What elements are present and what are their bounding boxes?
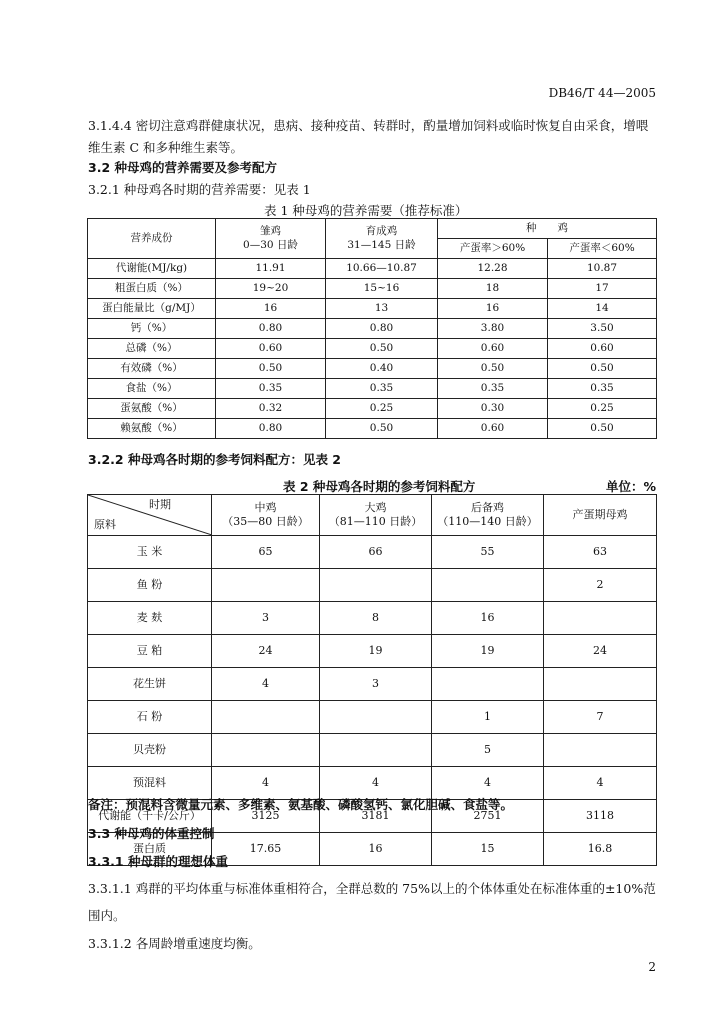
table2-col-middle-age: （35—80 日龄） [222, 515, 309, 528]
table1-cell: 0.50 [548, 359, 657, 379]
paragraph-3-3-1-1: 3.3.1.1 鸡群的平均体重与标准体重相符合，全群总数的 75%以上的个体体重处在标准体重的±10%范 [88, 881, 656, 896]
table2-cell [432, 668, 544, 701]
table1-cell: 0.32 [216, 399, 326, 419]
table2-cell: 4 [432, 767, 544, 800]
table1-cell: 0.80 [216, 419, 326, 439]
table2-cell: 3 [320, 668, 432, 701]
table2-cell [212, 701, 320, 734]
table2-cell: 3 [212, 602, 320, 635]
table2-col-large-age: （81—110 日龄） [328, 515, 423, 528]
table2-row-label: 石 粉 [88, 701, 212, 734]
table1-cell: 0.50 [326, 339, 438, 359]
table1-col-chick [216, 219, 326, 259]
table2-cell: 7 [544, 701, 657, 734]
table2-row-label: 代谢能（千卡/公斤） [88, 800, 212, 833]
table2-cell: 1 [432, 701, 544, 734]
table2-cell: 16 [320, 833, 432, 866]
table1-cell: 16 [438, 299, 548, 319]
table1-row [88, 319, 657, 339]
table1-col-grower-age: 31—145 日龄 [347, 238, 416, 251]
table1-cell: 0.50 [438, 359, 548, 379]
table1-cell: 0.35 [548, 379, 657, 399]
table1-cell: 0.80 [216, 319, 326, 339]
table2-row-label: 蛋白质 [88, 833, 212, 866]
table1-row [88, 359, 657, 379]
table1-col-chick-label: 雏鸡 [260, 225, 281, 238]
table1-col-grower [326, 219, 438, 259]
table2-cell: 63 [544, 536, 657, 569]
table1-row-label: 有效磷（%） [88, 359, 216, 379]
table1-header-row [88, 219, 657, 239]
table2-corner-cell [88, 495, 212, 536]
table1-cell: 0.40 [326, 359, 438, 379]
table1-row-label: 粗蛋白质（%） [88, 279, 216, 299]
table1-row [88, 399, 657, 419]
table1-row [88, 379, 657, 399]
paragraph-3-1-4-4: 3.1.4.4 密切注意鸡群健康状况，患病、接种疫苗、转群时，酌量增加饲料或临时恢复自由采食，增喂 [88, 118, 649, 133]
table2-col-middle [212, 495, 320, 536]
table1-cell: 19~20 [216, 279, 326, 299]
table1-cell: 14 [548, 299, 657, 319]
table1-cell: 16 [216, 299, 326, 319]
table2-row [88, 569, 657, 602]
nutrition-requirements-table [87, 218, 657, 439]
table2-cell [544, 602, 657, 635]
table2-row [88, 635, 657, 668]
table2-row-label: 贝壳粉 [88, 734, 212, 767]
table1-body [88, 259, 657, 439]
table1-cell: 13 [326, 299, 438, 319]
table1-cell: 10.66—10.87 [326, 259, 438, 279]
paragraph-3-3-1-1-cont: 围内。 [88, 908, 126, 923]
table2-cell: 24 [212, 635, 320, 668]
table1-row-label: 蛋白能量比（g/MJ） [88, 299, 216, 319]
table1-cell: 0.35 [438, 379, 548, 399]
table1-cell: 3.80 [438, 319, 548, 339]
table1-col-breeder: 种 鸡 [438, 219, 657, 239]
table2-cell: 3181 [320, 800, 432, 833]
table1-cell: 3.50 [548, 319, 657, 339]
table2-cell: 4 [212, 767, 320, 800]
table1-row-label: 蛋氨酸（%） [88, 399, 216, 419]
table1-cell: 0.50 [326, 419, 438, 439]
table1-cell: 12.28 [438, 259, 548, 279]
table1-cell: 11.91 [216, 259, 326, 279]
table2-col-large [320, 495, 432, 536]
table2-row [88, 602, 657, 635]
table2-row [88, 536, 657, 569]
table1-col-grower-label: 育成鸡 [365, 225, 398, 238]
table1-row [88, 339, 657, 359]
paragraph-3-2-1: 3.2.1 种母鸡各时期的营养需要：见表 1 [88, 182, 311, 197]
table2-cell: 2751 [432, 800, 544, 833]
table2-cell: 8 [320, 602, 432, 635]
table2-cell: 66 [320, 536, 432, 569]
heading-3-3: 3.3 种母鸡的体重控制 [88, 826, 215, 841]
table2-row [88, 668, 657, 701]
table1-col-chick-age: 0—30 日龄 [243, 238, 298, 251]
table1-cell: 17 [548, 279, 657, 299]
table2-row-label: 鱼 粉 [88, 569, 212, 602]
table1-cell: 0.35 [326, 379, 438, 399]
table2-row-label: 麦 麸 [88, 602, 212, 635]
table2-caption: 表 2 种母鸡各时期的参考饲料配方 [283, 479, 476, 494]
table1-row-label: 总磷（%） [88, 339, 216, 359]
paragraph-3-3-1-2: 3.3.1.2 各周龄增重速度均衡。 [88, 936, 261, 951]
table1-cell: 0.60 [438, 419, 548, 439]
table2-cell [432, 569, 544, 602]
table2-cell: 55 [432, 536, 544, 569]
table2-cell: 4 [212, 668, 320, 701]
table1-cell: 15~16 [326, 279, 438, 299]
table1-caption: 表 1 种母鸡的营养需要（推荐标准） [264, 203, 468, 218]
table2-cell: 19 [432, 635, 544, 668]
table2-row [88, 701, 657, 734]
table2-col-reserve-label: 后备鸡 [471, 501, 504, 515]
table2-corner-material: 原料 [94, 518, 116, 532]
table2-cell: 15 [432, 833, 544, 866]
table2-cell: 5 [432, 734, 544, 767]
table2-cell [212, 569, 320, 602]
table1-cell: 10.87 [548, 259, 657, 279]
table1-col-nutrient: 营养成份 [88, 219, 216, 259]
table2-col-laying: 产蛋期母鸡 [544, 495, 657, 536]
table2-col-reserve [432, 495, 544, 536]
table1-cell: 0.30 [438, 399, 548, 419]
table2-cell: 24 [544, 635, 657, 668]
table2-cell: 16 [432, 602, 544, 635]
heading-3-3-1: 3.3.1 种母群的理想体重 [88, 854, 228, 869]
table1-row [88, 259, 657, 279]
table2-cell [544, 734, 657, 767]
table2-cell: 16.8 [544, 833, 657, 866]
table1-cell: 0.25 [548, 399, 657, 419]
table1-cell: 0.60 [548, 339, 657, 359]
table2-note: 备注：预混料含微量元素、多维素、氨基酸、磷酸氢钙、氯化胆碱、食盐等。 [88, 797, 514, 812]
table2-col-large-label: 大鸡 [364, 501, 387, 515]
table2-cell [212, 734, 320, 767]
table2-cell: 3118 [544, 800, 657, 833]
table1-cell: 0.80 [326, 319, 438, 339]
table2-unit: 单位：% [605, 479, 656, 494]
heading-3-2: 3.2 种母鸡的营养需要及参考配方 [88, 160, 277, 175]
table1-row [88, 279, 657, 299]
table2-cell: 4 [320, 767, 432, 800]
paragraph-3-1-4-4-cont: 维生素 C 和多种维生素等。 [88, 140, 244, 155]
table1-row-label: 食盐（%） [88, 379, 216, 399]
table1-col-high-lay: 产蛋率＞60% [438, 239, 548, 259]
table1-row [88, 299, 657, 319]
table2-cell: 19 [320, 635, 432, 668]
table2-body [88, 536, 657, 866]
table2-header-row [88, 495, 657, 536]
table2-corner-period: 时期 [149, 498, 171, 511]
table2-row-label: 花生饼 [88, 668, 212, 701]
table2-col-reserve-age: （110—140 日龄） [437, 515, 538, 528]
table1-cell: 18 [438, 279, 548, 299]
table1-cell: 0.50 [548, 419, 657, 439]
table2-row-label: 豆 粕 [88, 635, 212, 668]
table1-col-low-lay: 产蛋率＜60% [548, 239, 657, 259]
table2-cell [544, 668, 657, 701]
table2-col-middle-label: 中鸡 [254, 501, 277, 515]
table1-row-label: 钙（%） [88, 319, 216, 339]
table1-cell: 0.60 [216, 339, 326, 359]
table1-cell: 0.35 [216, 379, 326, 399]
table1-cell: 0.50 [216, 359, 326, 379]
paragraph-3-2-2: 3.2.2 种母鸡各时期的参考饲料配方：见表 2 [88, 452, 341, 467]
table1-cell: 0.60 [438, 339, 548, 359]
table2-cell [320, 734, 432, 767]
table1-cell: 0.25 [326, 399, 438, 419]
table2-cell: 17.65 [212, 833, 320, 866]
table2-cell: 3125 [212, 800, 320, 833]
table1-row-label: 代谢能(MJ/kg) [88, 259, 216, 279]
table2-cell: 4 [544, 767, 657, 800]
table1-row [88, 419, 657, 439]
table2-cell: 2 [544, 569, 657, 602]
page-number: 2 [648, 960, 656, 974]
table2-row [88, 734, 657, 767]
table2-row-label: 玉 米 [88, 536, 212, 569]
document-id: DB46/T 44—2005 [548, 86, 656, 100]
table2-cell [320, 701, 432, 734]
table2-cell: 65 [212, 536, 320, 569]
table1-row-label: 赖氨酸（%） [88, 419, 216, 439]
table2-row-label: 预混料 [88, 767, 212, 800]
table2-cell [320, 569, 432, 602]
